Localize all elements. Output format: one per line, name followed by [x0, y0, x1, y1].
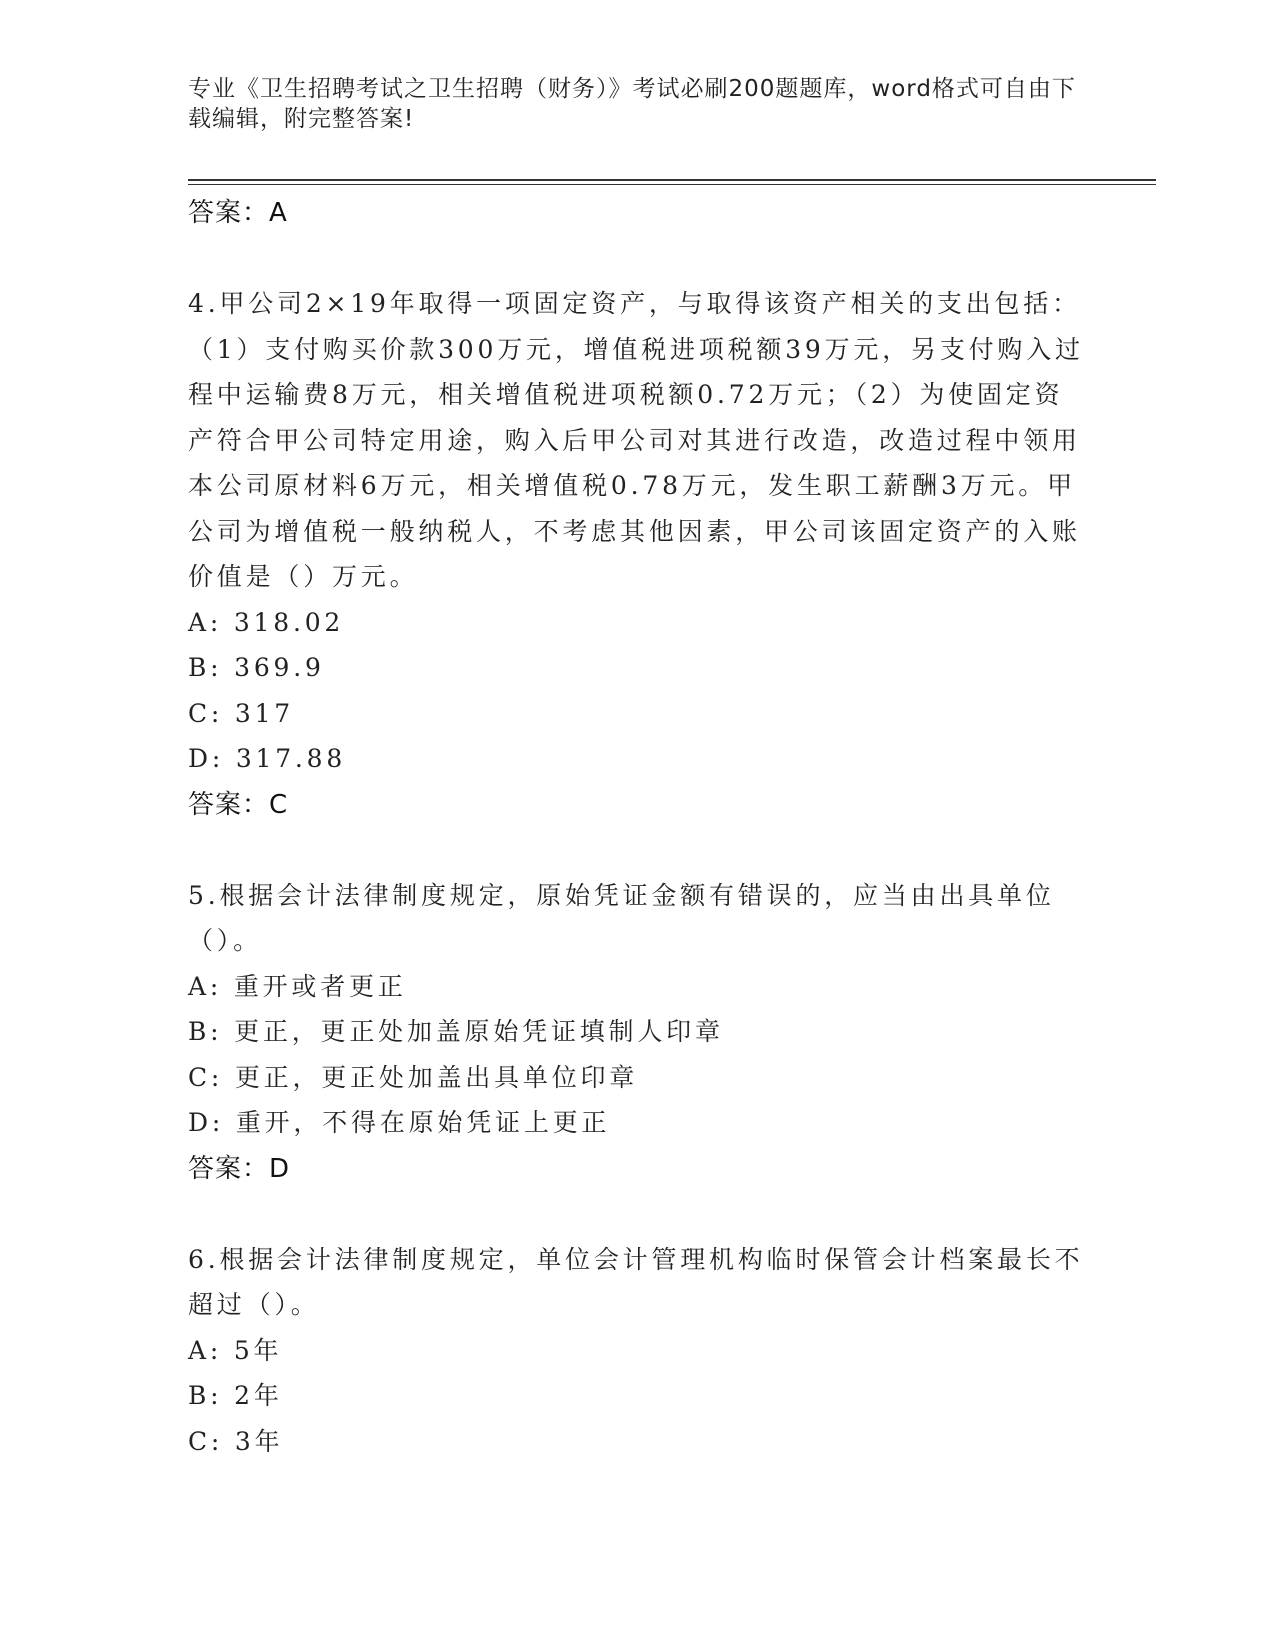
header-divider: [188, 179, 1156, 181]
question-stem: 4.甲公司2×19年取得一项固定资产，与取得该资产相关的支出包括：（1）支付购买价款300万元，增值税进项税额39万元，另支付购入过程中运输费8万元，相关增值税进项税额0.72万元；（2）为使固定资产符合甲公司特定用途，购入后甲公司对其进行改造，改造过程中领用本公司原材料6万元，相关增值税0.78万元，发生职工薪酬3万元。甲公司为增值税一般纳税人，不考虑其他因素，甲公司该固定资产的入账价值是（）万元。: [188, 289, 1084, 591]
option-a: A: 5年: [188, 1335, 283, 1365]
option-c: C: 3年: [188, 1426, 284, 1456]
question-6: [188, 1237, 1088, 1465]
question-stem: 5.根据会计法律制度规定，原始凭证金额有错误的，应当由出具单位（）。: [188, 880, 1055, 955]
option-b: B: 2年: [188, 1381, 283, 1410]
option-c: C: 317: [188, 698, 295, 728]
option-b: B: 更正，更正处加盖原始凭证填制人印章: [188, 1017, 724, 1046]
option-b: B: 369.9: [188, 653, 325, 682]
question-5: [188, 873, 1088, 1192]
option-a: A: 318.02: [188, 607, 345, 637]
answer-line: 答案：C: [188, 789, 289, 820]
spacer: [188, 828, 1088, 873]
answer-line: 答案：D: [188, 1153, 291, 1184]
option-c: C: 更正，更正处加盖出具单位印章: [188, 1062, 639, 1092]
question-stem: 6.根据会计法律制度规定，单位会计管理机构临时保管会计档案最长不超过（）。: [188, 1244, 1084, 1319]
spacer: [188, 236, 1088, 281]
option-d: D: 重开，不得在原始凭证上更正: [188, 1108, 611, 1137]
option-a: A: 重开或者更正: [188, 971, 407, 1001]
answer-line: 答案：A: [188, 198, 288, 228]
header-divider-thin: [188, 184, 1156, 185]
exam-content: [188, 190, 1088, 1464]
page-header: 专业《卫生招聘考试之卫生招聘（财务）》考试必刷200题题库，word格式可自由下载编辑，附完整答案!: [188, 76, 1076, 132]
question-4: [188, 281, 1088, 828]
option-d: D: 317.88: [188, 744, 347, 773]
spacer: [188, 1192, 1088, 1237]
